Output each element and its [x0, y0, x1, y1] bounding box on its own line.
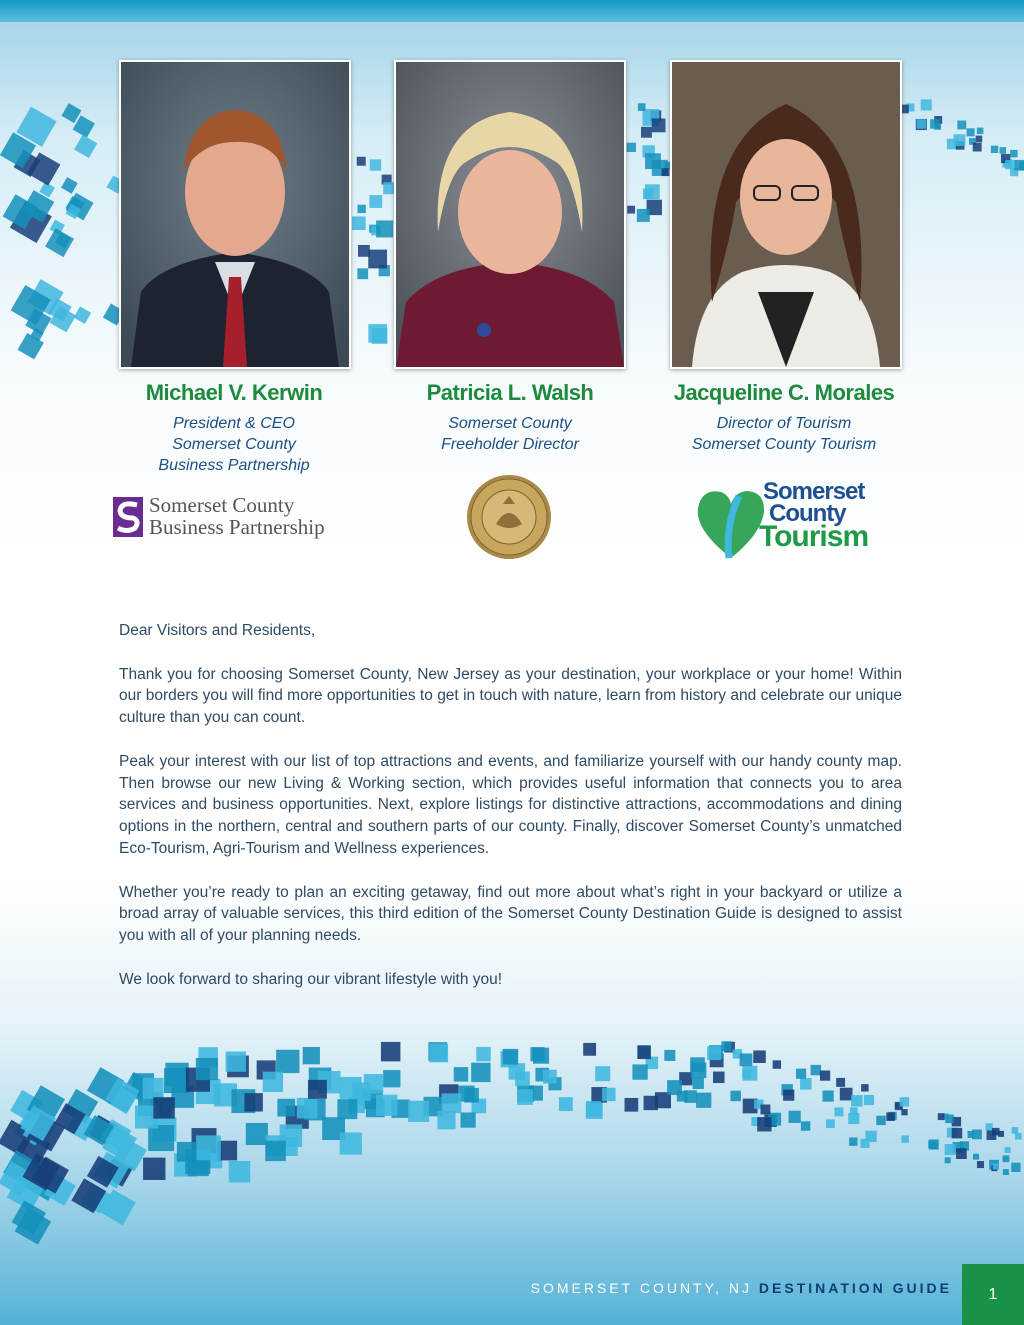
letter-paragraph: Peak your interest with our list of top attractions and events, and familiarize yourself with our handy county map. Then browse our new Living & Working section, which provides useful information that connects you to area services and business opportunities. Next, explore listings for distinctive attractions, accommodations and dining options in the northern, central and southern parts of our county. Finally, discover Somerset County’s unmatched Eco-Tourism, Agri-Tourism and Wellness experiences. [119, 752, 902, 857]
page-number [962, 1264, 1024, 1325]
portrait-photo-morales [670, 60, 902, 369]
official-title-line: Freeholder Director [441, 436, 579, 453]
portrait-photo-walsh [394, 60, 626, 369]
letter-paragraph: Thank you for choosing Somerset County, New Jersey as your destination, your workplace or your home! Within our borders you will find more opportunities to get in touch with nature, learn from history and celebrate our unique culture than you can count. [119, 665, 902, 727]
portrait-photo-kerwin [119, 60, 351, 369]
official-title-line: Somerset County Tourism [691, 436, 877, 453]
page-number-value: 1 [988, 1285, 998, 1303]
s-monogram-icon [113, 497, 143, 537]
footer-title [531, 1280, 952, 1296]
official-walsh [360, 380, 660, 455]
official-kerwin [84, 380, 384, 476]
partnership-logo-line2: Business Partnership [149, 515, 325, 539]
partnership-logo [113, 494, 363, 542]
letter-salutation: Dear Visitors and Residents, [119, 622, 316, 639]
official-morales [634, 380, 934, 455]
official-title-line: Somerset County [448, 415, 572, 432]
welcome-letter [119, 620, 902, 1012]
footer-prefix: SOMERSET COUNTY, NJ [530, 1280, 759, 1296]
partnership-logo-line1: Somerset County [149, 493, 295, 517]
official-title-line: President & CEO [173, 415, 295, 432]
official-name: Michael V. Kerwin [145, 380, 323, 405]
official-title-line: Director of Tourism [716, 415, 852, 432]
tourism-logo [695, 480, 885, 558]
footer-guide: DESTINATION GUIDE [758, 1280, 952, 1296]
heart-leaf-icon [695, 486, 767, 562]
letter-paragraph: We look forward to sharing our vibrant lifestyle with you! [119, 970, 503, 988]
county-seal-icon [466, 474, 552, 560]
letter-paragraph: Whether you’re ready to plan an exciting getaway, find out more about what’s right in your backyard or utilize a broad array of valuable services, this third edition of the Somerset County Destination Guide is designed to assist you with all of your planning needs. [119, 883, 902, 945]
tourism-logo-line2: County [769, 500, 846, 527]
tourism-logo-line3: Tourism [759, 520, 869, 553]
official-name: Patricia L. Walsh [426, 380, 594, 405]
tourism-logo-line1: Somerset [763, 478, 865, 505]
official-title-line: Business Partnership [158, 457, 310, 474]
official-name: Jacqueline C. Morales [673, 380, 895, 405]
official-title-line: Somerset County [172, 436, 296, 453]
